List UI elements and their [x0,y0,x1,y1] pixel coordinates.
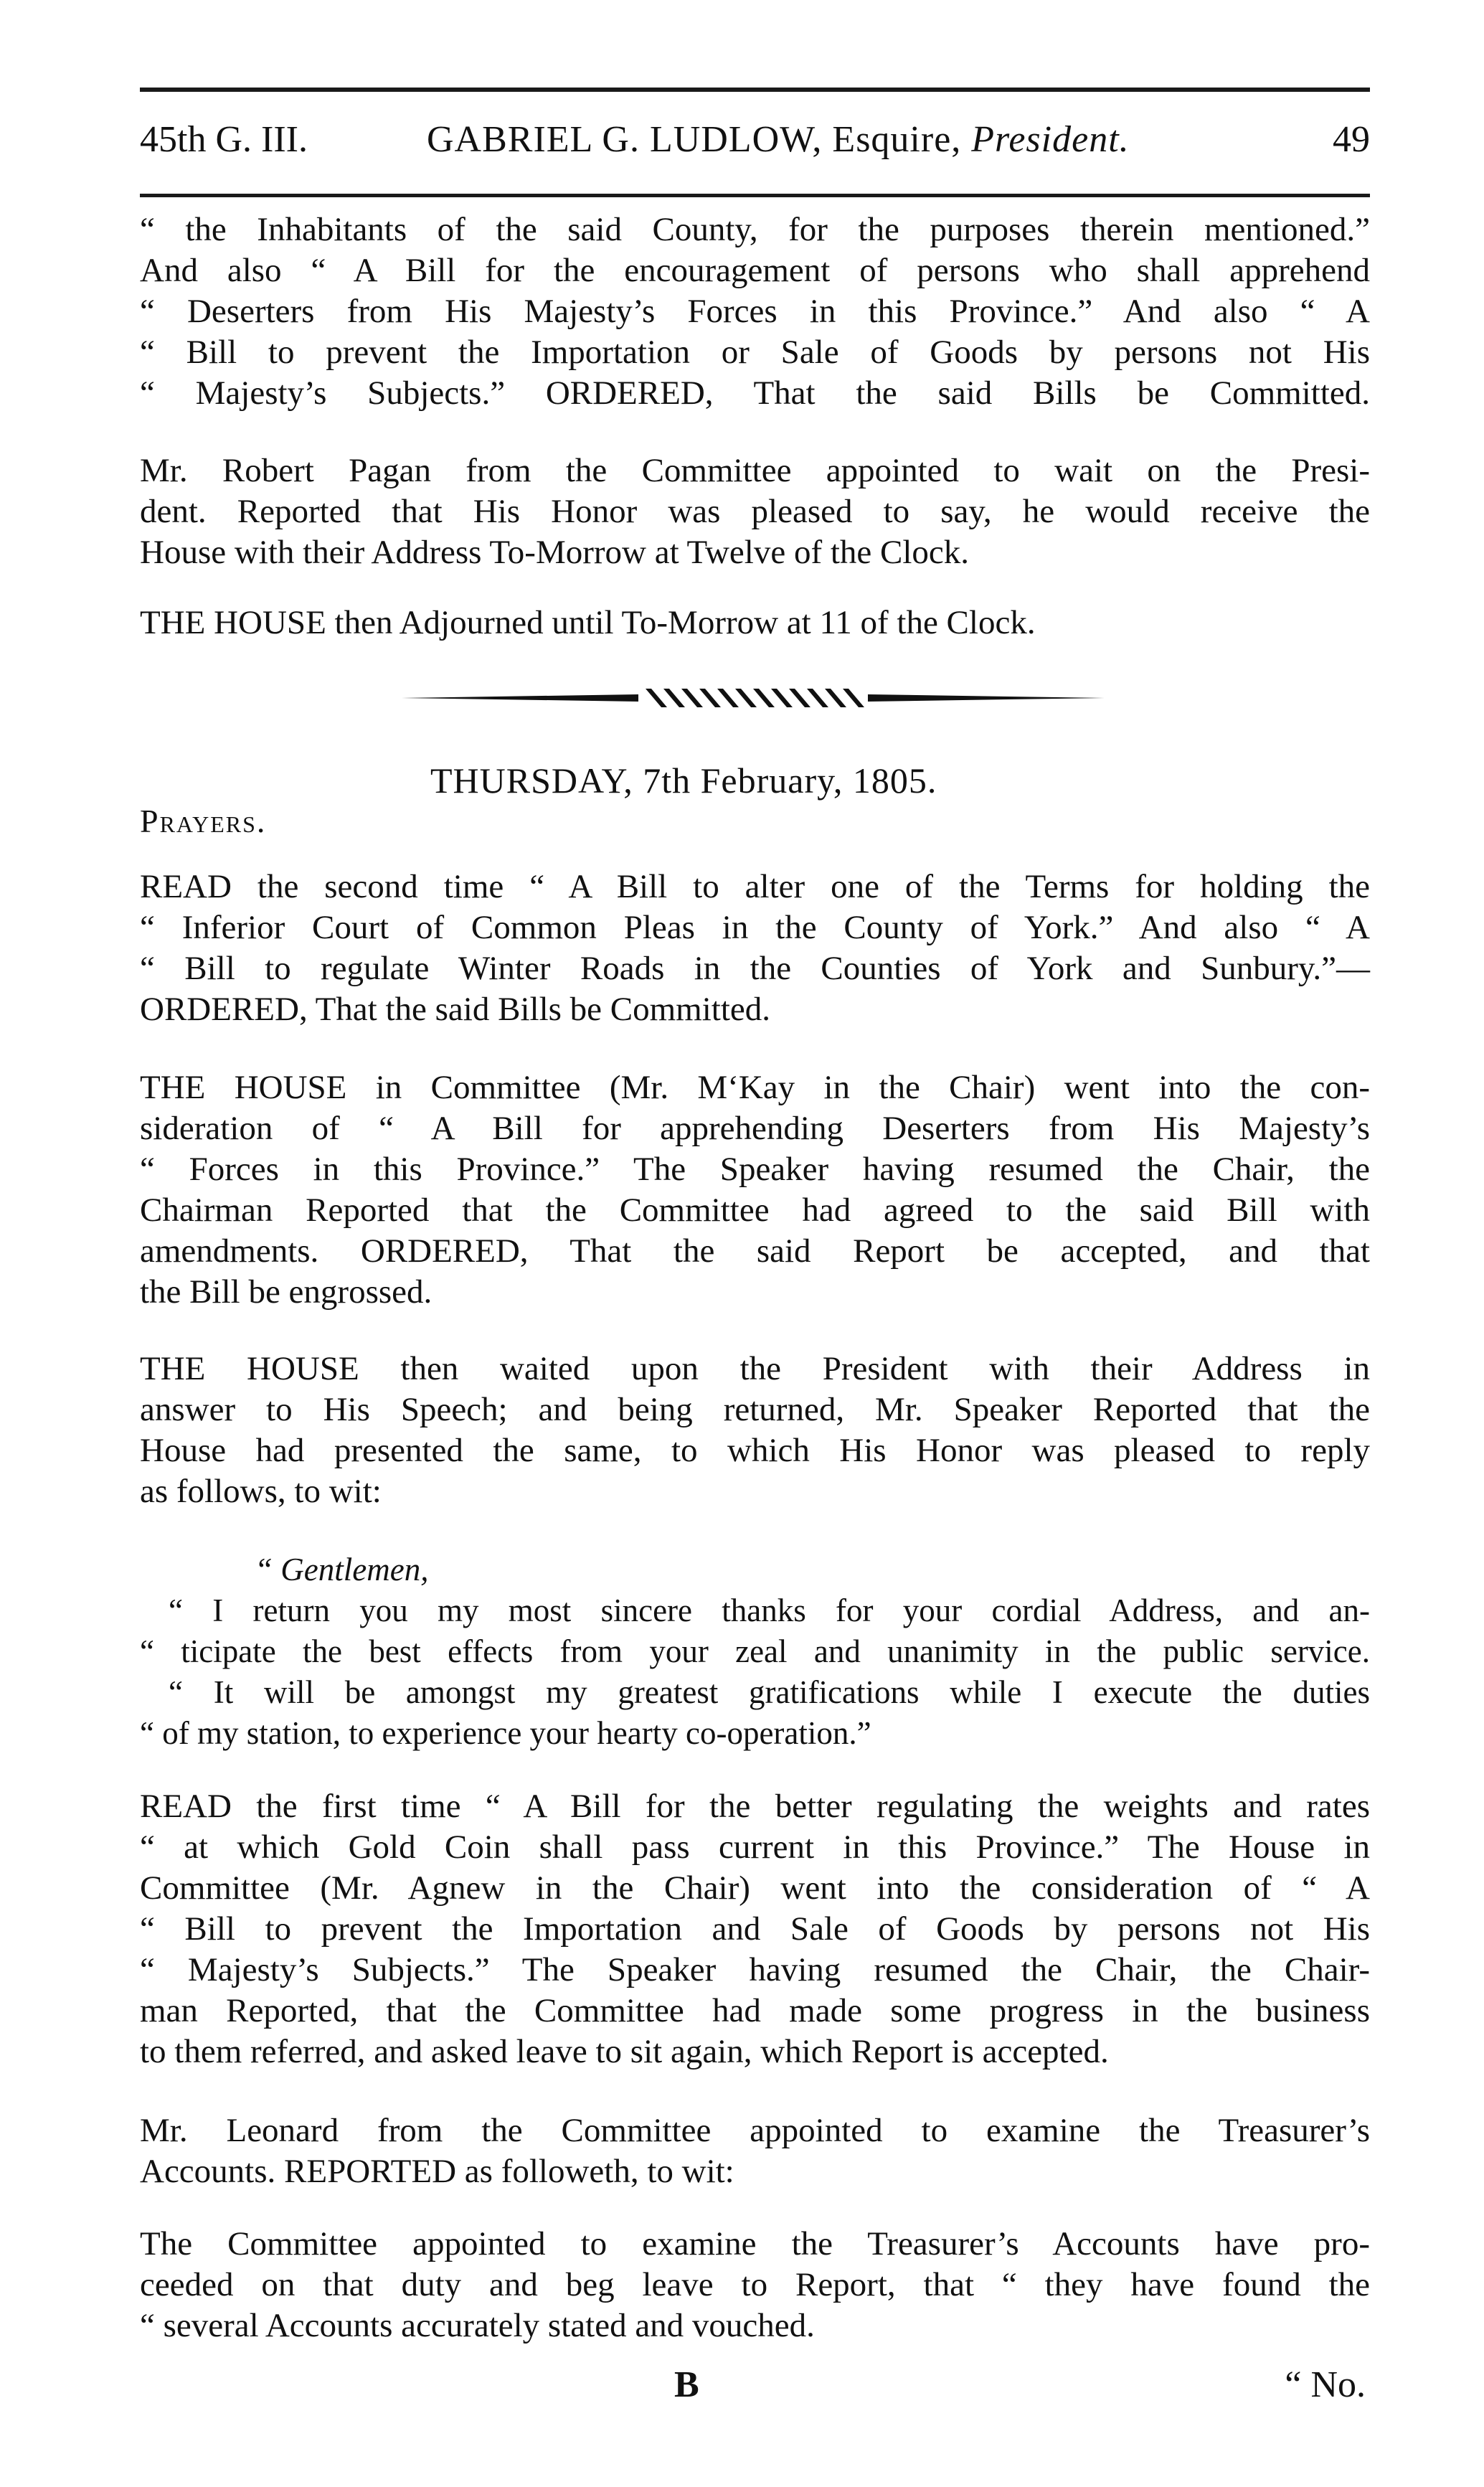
paragraph-treasurer-accounts [140,2224,1370,2346]
text-line: Chairman Reported that the Committee had agreed to the said Bill with [140,1191,1370,1229]
text-line: as follows, to wit: [140,1473,382,1510]
text-line: The Committee appointed to examine the Treasurer’s Accounts have pro- [140,2225,1370,2262]
page-number: 49 [1333,119,1370,160]
text-line: “ several Accounts accurately stated and vouched. [140,2307,815,2344]
paragraph-first-reading [140,1786,1370,2072]
text-line: Mr. Robert Pagan from the Committee appointed to wait on the Presi- [140,452,1370,489]
text-line: ceeded on that duty and beg leave to Report, that “ they have found the [140,2266,1370,2303]
paragraph-bills-committed [140,209,1370,414]
date-heading: THURSDAY, 7th February, 1805. [430,760,937,801]
text-line: “ Majesty’s Subjects.” The Speaker having resumed the Chair, the Chair- [140,1951,1370,1988]
text-line: “ Bill to prevent the Importation and Sale of Goods by persons not His [140,1910,1370,1948]
text-line: Accounts. REPORTED as followeth, to wit: [140,2153,734,2190]
text-line: “ Forces in this Province.” The Speaker having resumed the Chair, the [140,1151,1370,1188]
text-line: THE HOUSE then waited upon the President with their Address in [140,1350,1370,1387]
text-line: THE HOUSE in Committee (Mr. M‘Kay in the Chair) went into the con- [140,1069,1370,1106]
text-line: dent. Reported that His Honor was pleased to say, he would receive the [140,493,1370,530]
text-line: “ at which Gold Coin shall pass current in this Province.” The House in [140,1828,1370,1866]
running-head [140,108,1370,172]
text-line: “ Bill to regulate Winter Roads in the Counties of York and Sunbury.”— [140,950,1370,987]
text-line: House had presented the same, to which His Honor was pleased to reply [140,1432,1370,1469]
presidents-reply [140,1549,1370,1754]
text-line: And also “ A Bill for the encouragement of persons who shall apprehend [140,252,1370,289]
running-head-title [427,108,1130,172]
text-line: sideration of “ A Bill for apprehending Deserters from His Majesty’s [140,1110,1370,1147]
prayers-heading: Prayers. [140,803,267,839]
quote-line: “ of my station, to experience your hearty co-operation.” [140,1715,871,1751]
text-line: to them referred, and asked leave to sit again, which Report is accepted. [140,2033,1109,2070]
quote-line: “ I return you my most sincere thanks for your cordial Address, and an- [169,1592,1370,1628]
paragraph-committee-deserters [140,1067,1370,1313]
paragraph-leonard-report [140,2110,1370,2192]
catchword: “ No. [1285,2364,1366,2405]
text-line: “ the Inhabitants of the said County, for the purposes therein mentioned.” [140,211,1370,248]
running-head-title-text: GABRIEL G. LUDLOW, Esquire, [427,119,962,160]
text-line: the Bill be engrossed. [140,1273,433,1311]
text-line: House with their Address To-Morrow at Twelve of the Clock. [140,534,970,571]
header-rule-bottom [140,194,1370,197]
text-line: “ Inferior Court of Common Pleas in the County of York.” And also “ A [140,909,1370,946]
paragraph-pagan-report [140,450,1370,573]
running-head-regnal-year: 45th G. III. [140,119,308,160]
quote-line: “ It will be amongst my greatest gratifications while I execute the duties [169,1674,1370,1710]
quote-line: “ ticipate the best effects from your zeal and unanimity in the public service. [140,1633,1370,1669]
text-line: Committee (Mr. Agnew in the Chair) went into the consideration of “ A [140,1869,1370,1907]
running-head-title-italic: President. [971,119,1130,160]
text-line: “ Bill to prevent the Importation or Sale of Goods by persons not His [140,334,1370,371]
text-line: THE HOUSE then Adjourned until To-Morrow at 11 of the Clock. [140,604,1036,641]
paragraph-adjourned [140,603,1370,643]
text-line: READ the first time “ A Bill for the better regulating the weights and rates [140,1788,1370,1825]
quote-salutation: “ Gentlemen, [255,1552,429,1587]
paragraph-address-president [140,1349,1370,1512]
text-line: man Reported, that the Committee had made some progress in the business [140,1992,1370,2029]
text-line: “ Majesty’s Subjects.” ORDERED, That the said Bills be Committed. [140,374,1370,412]
header-rule-top [140,88,1370,92]
ornamental-divider [402,680,1105,716]
signature-mark: B [674,2364,699,2405]
text-line: READ the second time “ A Bill to alter one of the Terms for holding the [140,868,1370,905]
text-line: ORDERED, That the said Bills be Committed. [140,991,771,1028]
paragraph-second-reading [140,867,1370,1030]
text-line: “ Deserters from His Majesty’s Forces in this Province.” And also “ A [140,293,1370,330]
text-line: Mr. Leonard from the Committee appointed to examine the Treasurer’s [140,2112,1370,2149]
text-line: amendments. ORDERED, That the said Report be accepted, and that [140,1232,1370,1270]
text-line: answer to His Speech; and being returned, Mr. Speaker Reported that the [140,1391,1370,1428]
